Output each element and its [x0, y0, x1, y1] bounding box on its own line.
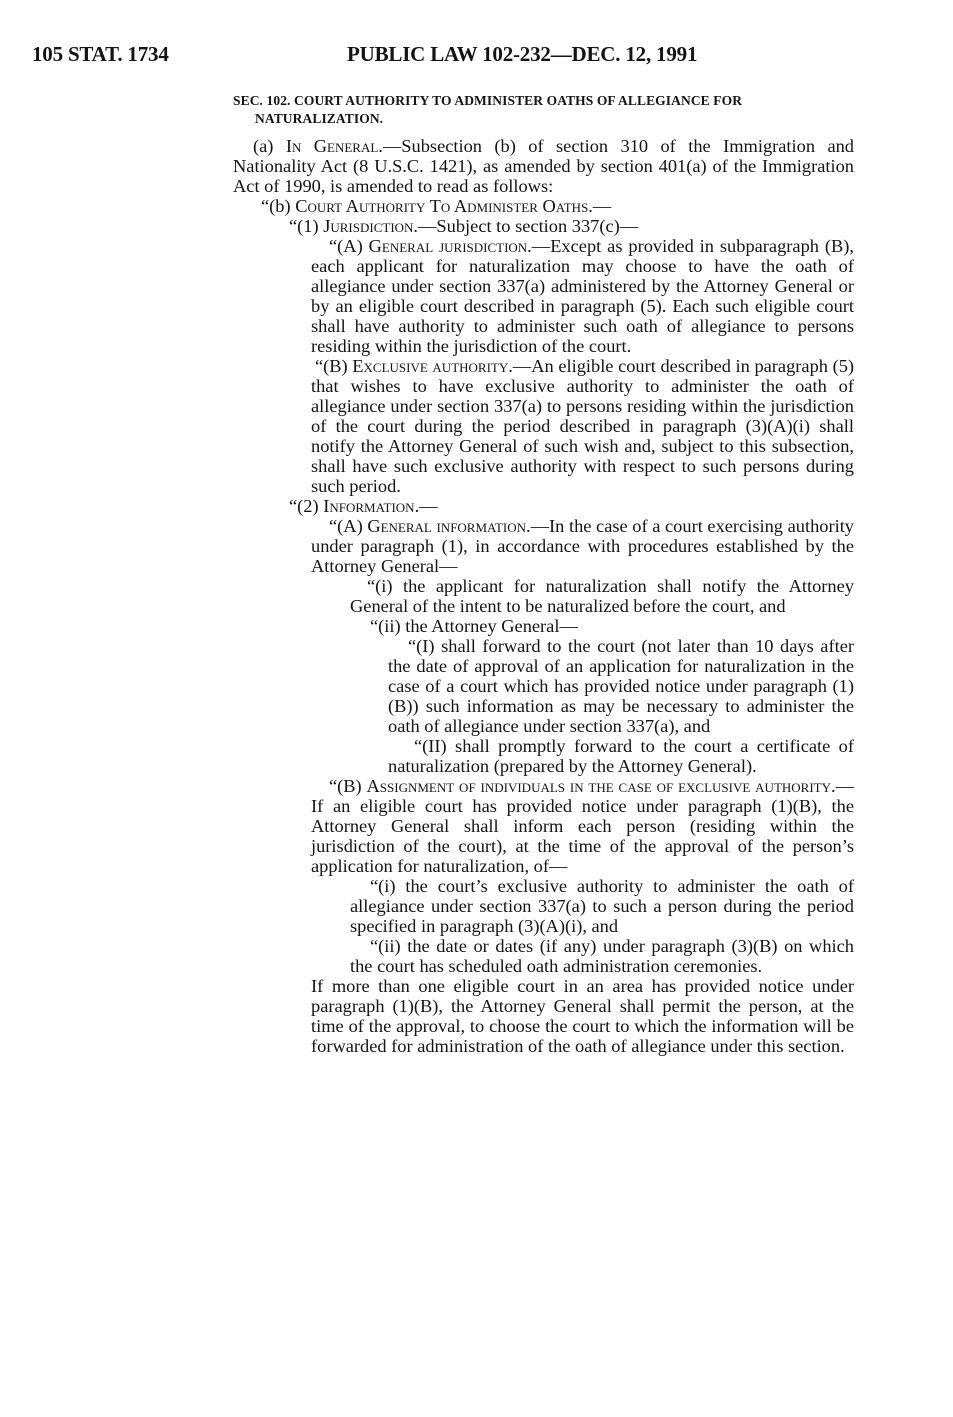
subparagraph-2B-text: —If an eligible court has provided notice under paragraph (1)(B), the Attorney General shall inform each person (residing within the jurisdiction of the court), at the time of the approval of the person’s application for naturalization, of— [311, 776, 854, 876]
subclause-2A-ii-I: “(I) shall forward to the court (not later than 10 days after the date of approval of an application for naturalization in the case of a court which has provided notice under paragraph (1)(B)) such information as may be necessary to administer the oath of allegiance under section 337(a), and [388, 636, 854, 736]
subparagraph-2B [311, 776, 854, 876]
paragraph-1-heading [233, 216, 854, 236]
subclause-2A-ii-II: “(II) shall promptly forward to the court a certificate of naturalization (prepared by the Attorney General). [388, 736, 854, 776]
closing-paragraph: If more than one eligible court in an area has provided notice under paragraph (1)(B), the Attorney General shall permit the person, at the time of the approval, to choose the court to which the information will be forwarded for administration of the oath of allegiance under this section. [311, 976, 854, 1056]
subsection-a-caption: In General. [285, 136, 383, 156]
clause-2B-i: “(i) the court’s exclusive authority to administer the oath of allegiance under section 337(a) to such a person during the period specified in paragraph (3)(A)(i), and [350, 876, 854, 936]
subsection-b-suffix: — [592, 196, 612, 216]
document-body [233, 92, 854, 1056]
subparagraph-1B-prefix: “(B) [315, 356, 353, 376]
subparagraph-2A-text: —In the case of a court exercising authority under paragraph (1), in accordance with procedures established by the Attorney General— [311, 516, 854, 576]
subsection-a-prefix: (a) [253, 136, 286, 156]
page-header [32, 42, 932, 72]
clause-2A-i: “(i) the applicant for naturalization shall notify the Attorney General of the intent to be naturalized before the court, and [350, 576, 854, 616]
subsection-b-prefix: “(b) [261, 196, 296, 216]
subparagraph-2A-caption: General information. [367, 516, 531, 536]
subsection-b-caption: Court Authority To Administer Oaths. [295, 196, 593, 216]
paragraph-1-text: —Subject to section 337(c)— [418, 216, 639, 236]
subsection-b-heading [233, 196, 854, 216]
subparagraph-1B-text: —An eligible court described in paragraph (5) that wishes to have exclusive authority to administer the oath of allegiance under section 337(a) to persons residing within the jurisdiction of the court during the period described in paragraph (3)(A)(i) shall notify the Attorney General of such wish and, subject to this subsection, shall have such exclusive authority with respect to such persons during such period. [311, 356, 855, 496]
clause-2A-ii: “(ii) the Attorney General— [370, 616, 578, 636]
subparagraph-2B-caption: Assignment of individuals in the case of exclusive authority. [366, 776, 836, 796]
subparagraph-1B [311, 356, 854, 496]
subparagraph-2A [311, 516, 854, 576]
paragraph-1-prefix: “(1) [289, 216, 324, 236]
subparagraph-1A-prefix: “(A) [329, 236, 369, 256]
subsection-a-text: —Subsection (b) of section 310 of the Immigration and Nationality Act (8 U.S.C. 1421), as amended by section 401(a) of the Immigration Act of 1990, is amended to read as follows: [233, 136, 854, 196]
subparagraph-1A [311, 236, 854, 356]
subparagraph-1A-caption: General jurisdiction. [368, 236, 532, 256]
subsection-a [233, 136, 854, 196]
paragraph-1-caption: Jurisdiction. [323, 216, 419, 236]
stat-reference: 105 STAT. 1734 [32, 42, 169, 66]
paragraph-2-suffix: — [419, 496, 438, 516]
subparagraph-2B-prefix: “(B) [329, 776, 367, 796]
law-title: PUBLIC LAW 102-232—DEC. 12, 1991 [347, 42, 698, 66]
subparagraph-1A-text: —Except as provided in subparagraph (B), each applicant for naturalization may choose to have the oath of allegiance under section 337(a) administered by the Attorney General or by an eligible court described in paragraph (5). Each such eligible court shall have authority to administer such oath of allegiance to persons residing within the jurisdiction of the court. [311, 236, 854, 356]
clause-2B-ii: “(ii) the date or dates (if any) under paragraph (3)(B) on which the court has scheduled oath administration ceremonies. [350, 936, 854, 976]
subparagraph-1B-caption: Exclusive authority. [352, 356, 513, 376]
subparagraph-2A-prefix: “(A) [329, 516, 368, 536]
paragraph-2-prefix: “(2) [289, 496, 324, 516]
section-heading: SEC. 102. COURT AUTHORITY TO ADMINISTER OATHS OF ALLEGIANCE FOR NATURALIZATION. [233, 93, 743, 126]
paragraph-2-caption: Information. [323, 496, 420, 516]
paragraph-2-heading [233, 496, 854, 516]
